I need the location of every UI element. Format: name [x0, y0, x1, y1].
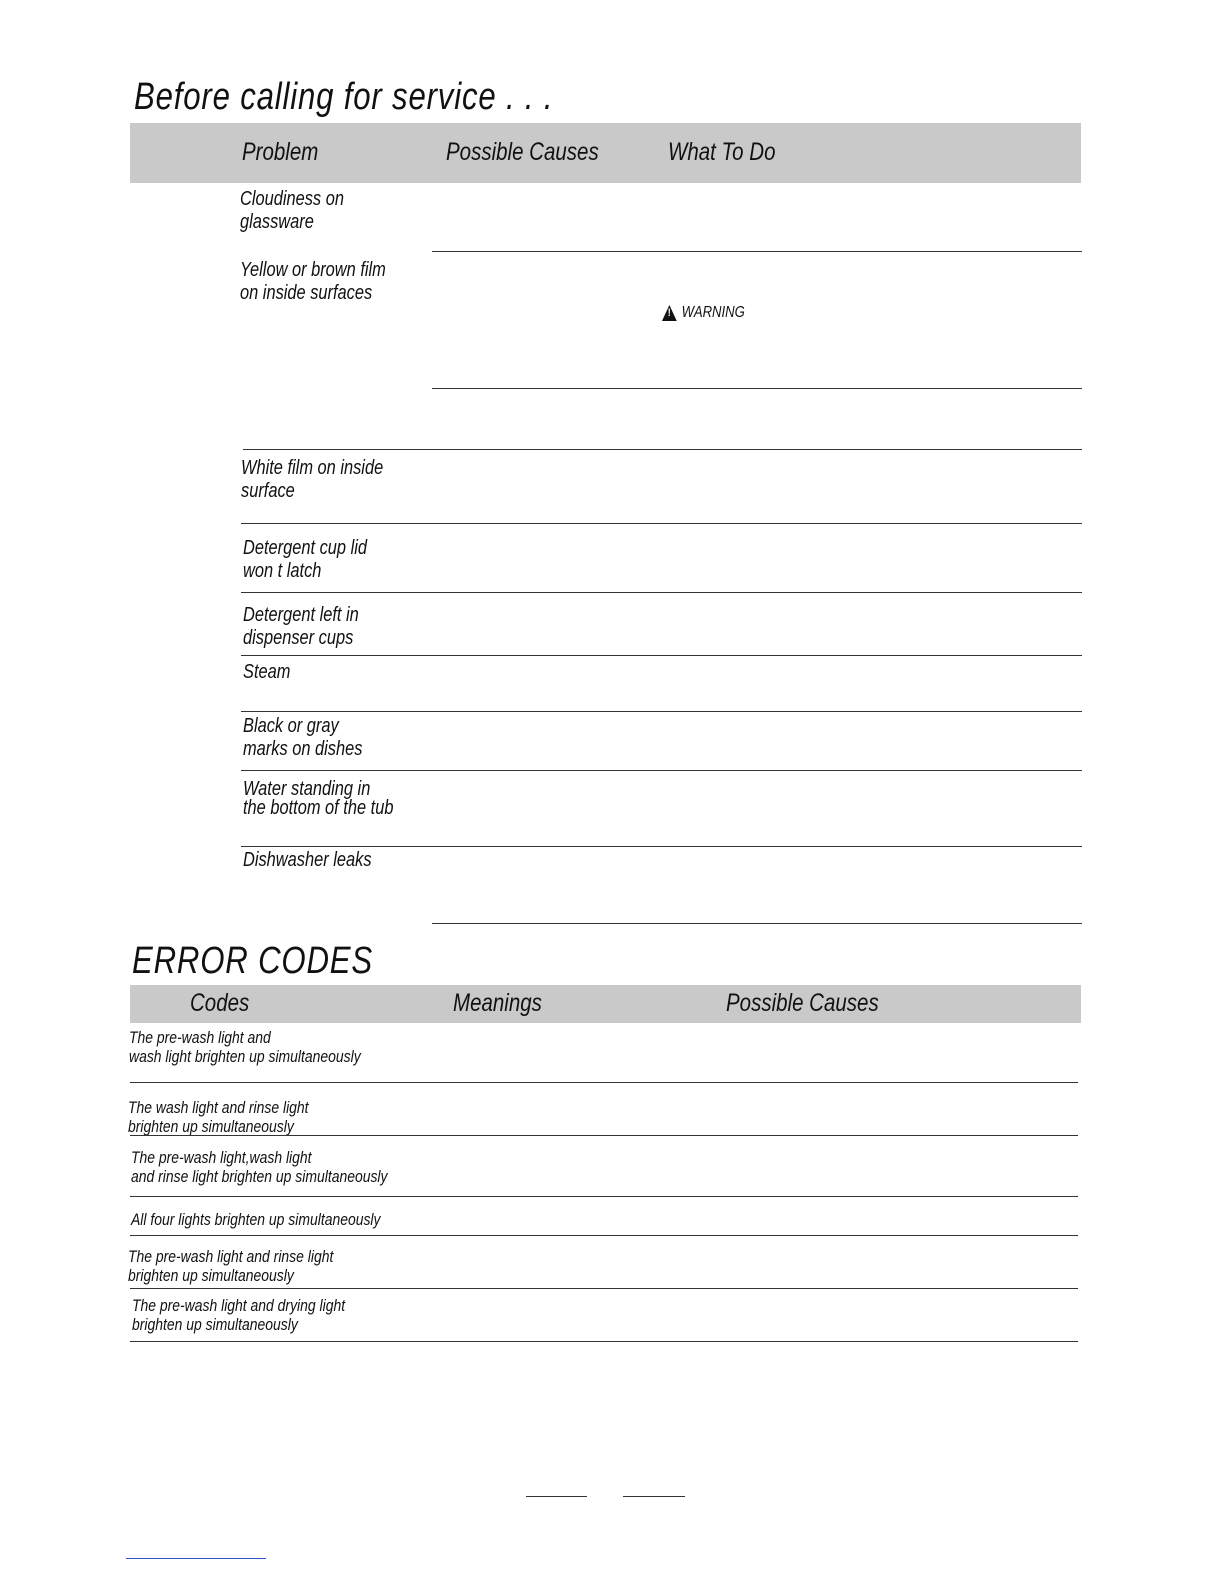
- page-number-blank-right: [623, 1496, 685, 1497]
- error-code-row: The pre-wash light,wash light and rinse light brighten up simultaneously: [131, 1148, 388, 1186]
- problem-water-standing: Water standing in the bottom of the tub: [243, 778, 394, 819]
- error-header-band: [130, 985, 1081, 1023]
- warning-notice: [662, 304, 745, 322]
- row-divider: [432, 388, 1082, 389]
- row-divider: [432, 251, 1082, 252]
- problem-black-gray-marks: Black or gray marks on dishes: [243, 715, 363, 760]
- row-divider: [241, 592, 1082, 593]
- error-code-row: The pre-wash light and drying light brighten up simultaneously: [132, 1296, 346, 1334]
- warning-triangle-icon: [662, 305, 677, 321]
- row-divider: [130, 1082, 1078, 1083]
- row-divider: [243, 449, 1082, 450]
- page-number-blank-left: [526, 1496, 587, 1497]
- row-divider: [241, 846, 1082, 847]
- error-codes-title: ERROR CODES: [132, 940, 374, 982]
- row-divider: [241, 770, 1082, 771]
- problem-yellow-brown-film: Yellow or brown film on inside surfaces: [240, 259, 386, 304]
- warning-label: WARNING: [681, 304, 745, 321]
- row-divider: [432, 923, 1082, 924]
- row-divider: [130, 1235, 1078, 1236]
- row-divider: [241, 711, 1082, 712]
- problem-detergent-cup-lid: Detergent cup lid won t latch: [243, 537, 367, 582]
- row-divider: [130, 1196, 1078, 1197]
- column-header-what-to-do: What To Do: [668, 138, 776, 166]
- error-code-row: The wash light and rinse light brighten up simultaneously: [128, 1098, 309, 1136]
- column-header-problem: Problem: [242, 138, 319, 166]
- row-divider: [241, 655, 1082, 656]
- error-code-row: All four lights brighten up simultaneously: [131, 1210, 381, 1229]
- error-code-row: The pre-wash light and rinse light brighten up simultaneously: [128, 1247, 334, 1285]
- problem-dishwasher-leaks: Dishwasher leaks: [243, 849, 372, 871]
- column-header-meanings: Meanings: [453, 989, 542, 1017]
- problem-detergent-left: Detergent left in dispenser cups: [243, 604, 359, 649]
- footer-link-underline[interactable]: [126, 1558, 266, 1559]
- column-header-possible-causes: Possible Causes: [446, 138, 599, 166]
- problem-cloudiness: Cloudiness on glassware: [240, 188, 344, 233]
- row-divider: [130, 1288, 1078, 1289]
- row-divider: [130, 1135, 1078, 1136]
- column-header-error-causes: Possible Causes: [726, 989, 879, 1017]
- row-divider: [241, 523, 1082, 524]
- page-title: Before calling for service . . .: [134, 76, 554, 118]
- column-header-codes: Codes: [190, 989, 250, 1017]
- error-code-row: The pre-wash light and wash light brighten up simultaneously: [129, 1028, 361, 1066]
- row-divider: [130, 1341, 1078, 1342]
- problem-white-film: White film on inside surface: [241, 457, 384, 502]
- problem-steam: Steam: [243, 661, 291, 683]
